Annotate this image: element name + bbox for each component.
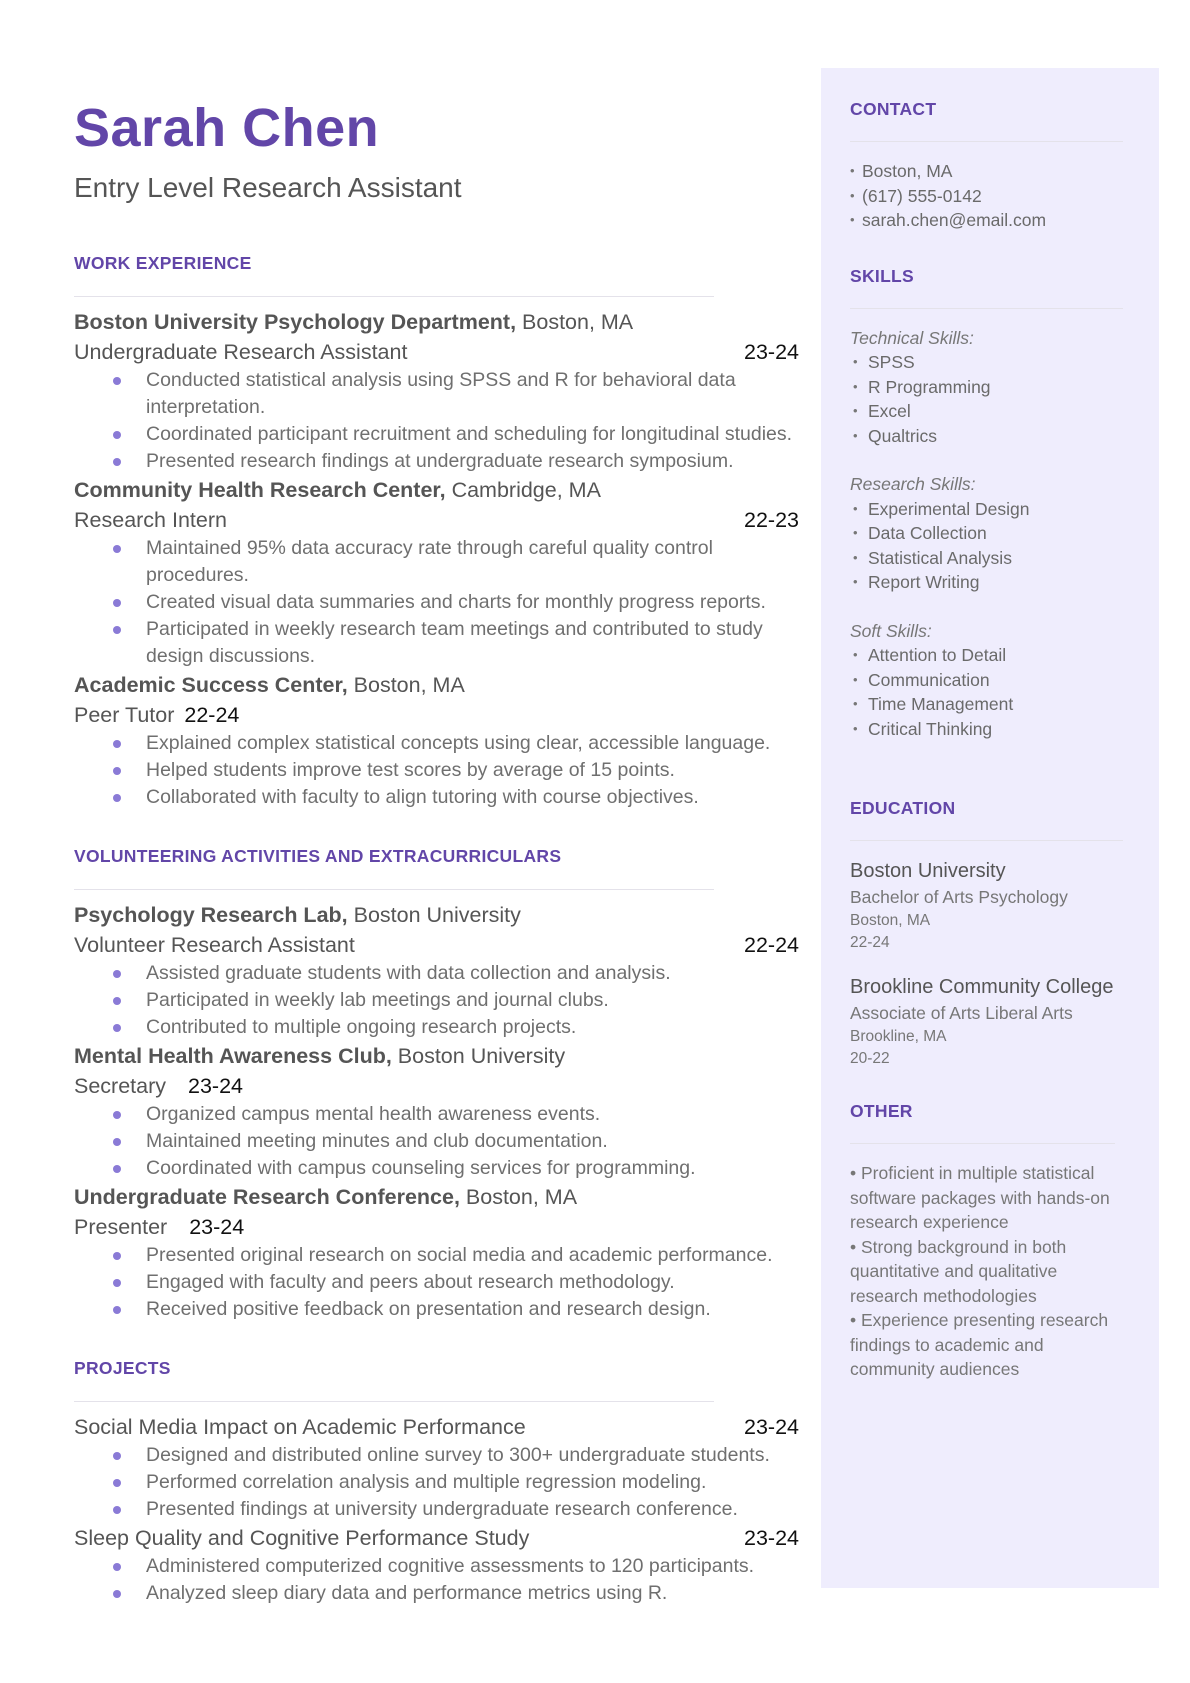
- role-date: 22-24: [184, 703, 240, 727]
- role-date: 23-24: [189, 1215, 245, 1239]
- skill-list: [850, 497, 1123, 595]
- role-title: Research Intern: [74, 508, 227, 532]
- volunteer-entry: [74, 900, 814, 1041]
- bullet-list: [74, 367, 814, 475]
- list-item: Presented original research on social media and academic performance.: [74, 1242, 814, 1269]
- section-divider: [74, 889, 714, 890]
- org-name: Mental Health Awareness Club,: [74, 1044, 392, 1068]
- list-item: Designed and distributed online survey to 300+ undergraduate students.: [74, 1442, 814, 1469]
- list-item: Contributed to multiple ongoing research projects.: [74, 1014, 814, 1041]
- section-divider: [850, 141, 1123, 142]
- list-item: Participated in weekly research team meetings and contributed to study design discussions.: [74, 616, 814, 670]
- degree: Associate of Arts Liberal Arts: [850, 1003, 1073, 1023]
- section-divider: [850, 308, 1123, 309]
- org-location: Boston, MA: [347, 673, 465, 697]
- skill-item: • Report Writing: [850, 570, 1123, 595]
- org-location: Boston University: [391, 1044, 566, 1068]
- project-date: 23-24: [744, 1526, 799, 1550]
- list-item: Organized campus mental health awareness events.: [74, 1101, 814, 1128]
- contact-email: • sarah.chen@email.com: [850, 208, 1123, 233]
- candidate-title: Entry Level Research Assistant: [74, 172, 462, 203]
- list-item: Coordinated with campus counseling services for programming.: [74, 1155, 814, 1182]
- skill-category: Soft Skills:: [850, 620, 932, 641]
- skill-item: • Excel: [850, 399, 1123, 424]
- skill-item: • R Programming: [850, 375, 1123, 400]
- other-item: • Strong background in both quantitative and qualitative research methodologies: [850, 1236, 1067, 1306]
- bullet-list: [74, 1101, 814, 1182]
- contact-phone: • (617) 555-0142: [850, 184, 1123, 209]
- list-item: Administered computerized cognitive assessments to 120 participants.: [74, 1553, 814, 1580]
- section-divider: [850, 840, 1123, 841]
- contact-heading: CONTACT: [850, 99, 937, 119]
- role-title: Volunteer Research Assistant: [74, 933, 355, 957]
- project-entry: [74, 1412, 814, 1523]
- volunteer-entry: [74, 1041, 814, 1182]
- contact-list: [850, 159, 1123, 233]
- project-entry: [74, 1523, 814, 1607]
- education-date: 22-24: [850, 934, 890, 951]
- list-item: Collaborated with faculty to align tutoring with course objectives.: [74, 784, 814, 811]
- skill-item: • Attention to Detail: [850, 643, 1123, 668]
- bullet-list: [74, 730, 814, 811]
- skill-list: [850, 350, 1123, 448]
- list-item: Maintained meeting minutes and club documentation.: [74, 1128, 814, 1155]
- section-divider: [74, 296, 714, 297]
- section-divider: [74, 1401, 714, 1402]
- org-location: Boston University: [347, 903, 521, 927]
- role-title: Peer Tutor: [74, 703, 175, 727]
- education-entry: [850, 858, 1123, 954]
- skill-item: • Communication: [850, 668, 1123, 693]
- org-name: Academic Success Center,: [74, 673, 348, 697]
- education-entry: [850, 974, 1123, 1070]
- skill-item: • Time Management: [850, 692, 1123, 717]
- sidebar: [821, 68, 1159, 1588]
- list-item: Coordinated participant recruitment and scheduling for longitudinal studies.: [74, 421, 814, 448]
- skill-category: Technical Skills:: [850, 327, 974, 348]
- work-entry: [74, 670, 814, 811]
- skill-item: • Data Collection: [850, 521, 1123, 546]
- project-date: 23-24: [744, 1415, 799, 1439]
- skill-item: • Qualtrics: [850, 424, 1123, 449]
- org-name: Boston University Psychology Department,: [74, 310, 517, 334]
- bullet-list: [74, 1442, 814, 1523]
- skill-item: • Experimental Design: [850, 497, 1123, 522]
- school-location: Boston, MA: [850, 912, 931, 929]
- list-item: Analyzed sleep diary data and performance metrics using R.: [74, 1580, 814, 1607]
- education-date: 20-22: [850, 1050, 890, 1067]
- role-title: Secretary: [74, 1074, 167, 1098]
- project-title: Social Media Impact on Academic Performance: [74, 1415, 526, 1439]
- role-date: 22-24: [744, 933, 799, 957]
- work-experience-heading: WORK EXPERIENCE: [74, 253, 252, 273]
- list-item: Participated in weekly lab meetings and journal clubs.: [74, 987, 814, 1014]
- main-column: [74, 92, 814, 1607]
- candidate-name: Sarah Chen: [74, 98, 380, 158]
- other-heading: OTHER: [850, 1101, 913, 1121]
- bullet-list: [74, 1553, 814, 1607]
- org-name: Psychology Research Lab,: [74, 903, 348, 927]
- role-date: 23-24: [744, 340, 799, 364]
- skills-heading: SKILLS: [850, 265, 915, 286]
- role-date: 22-23: [744, 508, 799, 532]
- projects-heading: PROJECTS: [74, 1358, 171, 1378]
- project-title: Sleep Quality and Cognitive Performance Study: [74, 1526, 530, 1550]
- list-item: Conducted statistical analysis using SPSS and R for behavioral data interpretation.: [74, 367, 814, 421]
- list-item: Explained complex statistical concepts using clear, accessible language.: [74, 730, 814, 757]
- school-location: Brookline, MA: [850, 1028, 947, 1045]
- work-entry: [74, 475, 814, 670]
- list-item: Performed correlation analysis and multiple regression modeling.: [74, 1469, 814, 1496]
- bullet-list: [74, 1242, 814, 1323]
- skill-category: Research Skills:: [850, 474, 976, 494]
- list-item: Presented findings at university undergraduate research conference.: [74, 1496, 814, 1523]
- other-item: • Proficient in multiple statistical software packages with hands-on research experience: [850, 1163, 1110, 1232]
- role-title: Presenter: [74, 1215, 168, 1239]
- list-item: Helped students improve test scores by average of 15 points.: [74, 757, 814, 784]
- role-date: 23-24: [188, 1074, 244, 1098]
- org-name: Community Health Research Center,: [74, 478, 446, 502]
- role-title: Undergraduate Research Assistant: [74, 340, 408, 364]
- volunteer-entry: [74, 1182, 814, 1323]
- org-location: Boston, MA: [516, 310, 634, 334]
- other-list: [850, 1161, 1123, 1382]
- other-item: • Experience presenting research findings to academic and community audiences: [850, 1310, 1109, 1379]
- org-location: Cambridge, MA: [445, 478, 601, 502]
- skill-item: • SPSS: [850, 350, 1123, 375]
- school-name: Brookline Community College: [850, 976, 1114, 998]
- list-item: Engaged with faculty and peers about research methodology.: [74, 1269, 814, 1296]
- school-name: Boston University: [850, 860, 1006, 882]
- education-heading: EDUCATION: [850, 798, 956, 818]
- list-item: Maintained 95% data accuracy rate through careful quality control procedures.: [74, 535, 814, 589]
- section-divider: [850, 1143, 1115, 1144]
- skill-item: • Critical Thinking: [850, 717, 1123, 742]
- volunteering-heading: VOLUNTEERING ACTIVITIES AND EXTRACURRICULARS: [74, 846, 562, 866]
- work-entry: [74, 307, 814, 475]
- skill-item: • Statistical Analysis: [850, 546, 1123, 571]
- bullet-list: [74, 535, 814, 670]
- org-location: Boston, MA: [459, 1185, 578, 1209]
- skill-list: [850, 643, 1123, 741]
- degree: Bachelor of Arts Psychology: [850, 887, 1068, 907]
- list-item: Received positive feedback on presentation and research design.: [74, 1296, 814, 1323]
- list-item: Created visual data summaries and charts for monthly progress reports.: [74, 589, 814, 616]
- bullet-list: [74, 960, 814, 1041]
- list-item: Presented research findings at undergraduate research symposium.: [74, 448, 814, 475]
- list-item: Assisted graduate students with data collection and analysis.: [74, 960, 814, 987]
- org-name: Undergraduate Research Conference,: [74, 1185, 460, 1209]
- contact-location: • Boston, MA: [850, 159, 1123, 184]
